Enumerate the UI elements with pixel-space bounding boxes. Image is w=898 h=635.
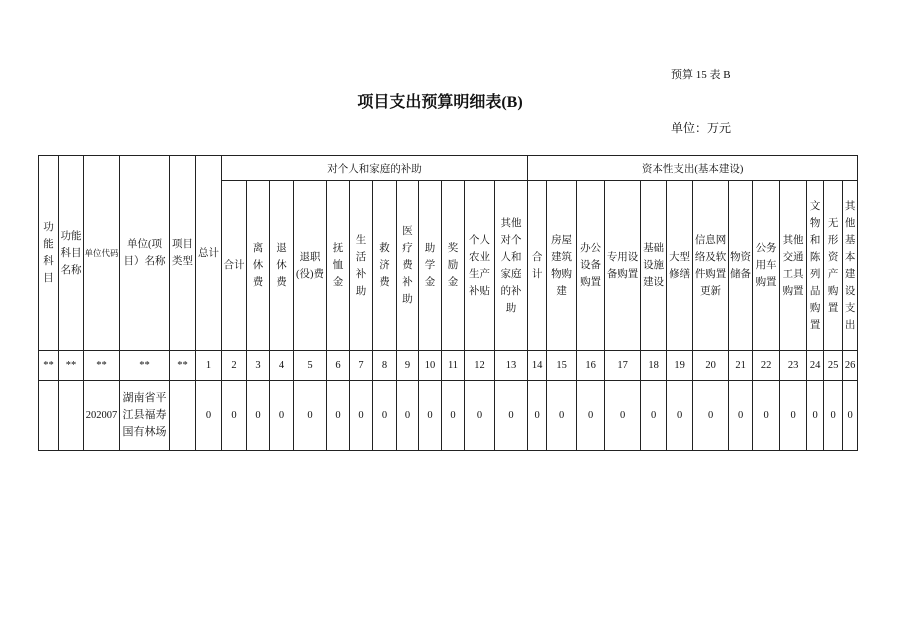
unit-label: 单位：万元: [671, 121, 732, 135]
column-header-office-equipment-label: 办公设备购置: [580, 243, 602, 288]
column-index-cell: 4: [270, 351, 294, 381]
column-header-medical-subsidy: [397, 181, 419, 351]
column-header-living-allowance-label: 生活补助: [355, 234, 367, 297]
column-header-it-network-software: [693, 181, 729, 351]
column-header-official-vehicle-label: 公务用车购置: [755, 243, 777, 288]
table-cell: 0: [373, 381, 397, 451]
column-index-cell: **: [59, 351, 84, 381]
column-header-retirement-fee: [270, 181, 294, 351]
column-index-cell: 5: [294, 351, 327, 381]
group-header-capital-expenditure: 资本性支出(基本建设): [528, 156, 858, 181]
column-index-cell: 10: [419, 351, 442, 381]
column-index-cell: 16: [577, 351, 605, 381]
column-header-other-personal-subsidy: [495, 181, 528, 351]
table-cell: 0: [807, 381, 824, 451]
column-index-cell: **: [120, 351, 170, 381]
column-header-function-code-label: 功能科目: [43, 222, 54, 284]
column-header-intangible-assets: [824, 181, 843, 351]
column-header-farm-subsidy-label: 个人农业生产补贴: [469, 234, 490, 297]
column-index-cell: **: [39, 351, 59, 381]
column-header-unit-code: [84, 156, 120, 351]
column-index-cell: 3: [247, 351, 270, 381]
column-header-unit-name-label: 单位(项目）名称: [123, 239, 166, 267]
column-index-cell: 22: [753, 351, 780, 381]
column-index-cell: **: [84, 351, 120, 381]
table-cell: 0: [294, 381, 327, 451]
column-index-cell: 15: [547, 351, 577, 381]
column-index-cell: 26: [843, 351, 858, 381]
column-index-cell: 19: [667, 351, 693, 381]
project-type-cell: [170, 381, 196, 451]
column-header-it-network-software-label: 信息网络及软件购置更新: [694, 234, 727, 297]
table-cell: 0: [442, 381, 465, 451]
column-header-personal-subtotal: [222, 181, 247, 351]
table-cell: 0: [824, 381, 843, 451]
table-cell: 0: [465, 381, 495, 451]
column-header-retired-cadre-fee: [247, 181, 270, 351]
table-cell: 0: [350, 381, 373, 451]
column-header-medical-subsidy-label: 医疗费补助: [402, 226, 413, 305]
column-header-building-construction: [547, 181, 577, 351]
column-header-unit-name: [120, 156, 170, 351]
column-header-cultural-relics: [807, 181, 824, 351]
column-header-student-aid-label: 助学金: [424, 243, 436, 288]
column-header-infrastructure-label: 基础设施建设: [643, 243, 665, 288]
group-header-personal-subsidy: 对个人和家庭的补助: [222, 156, 528, 181]
column-header-resignation-fee-label: 退职(役)费: [296, 251, 324, 280]
column-header-retirement-fee-label: 退休费: [276, 243, 287, 288]
column-header-intangible-assets-label: 无形资产购置: [827, 217, 839, 314]
column-index-cell: 2: [222, 351, 247, 381]
column-header-project-type-label: 项目类型: [172, 239, 193, 267]
column-header-personal-subtotal-label: 合计: [223, 260, 245, 271]
header-row-groups: [39, 156, 858, 181]
table-cell: 0: [495, 381, 528, 451]
column-index-cell: 18: [641, 351, 667, 381]
page-title: 项目支出预算明细表(B): [357, 94, 523, 111]
column-header-project-type: [170, 156, 196, 351]
table-cell: 0: [577, 381, 605, 451]
column-header-farm-subsidy: [465, 181, 495, 351]
column-header-retired-cadre-fee-label: 离休费: [252, 243, 264, 288]
column-header-cultural-relics-label: 文物和陈列品购置: [809, 200, 821, 331]
column-header-other-personal-subsidy-label: 其他对个人和家庭的补助: [500, 217, 522, 314]
table-cell: 0: [327, 381, 350, 451]
column-index-cell: 25: [824, 351, 843, 381]
column-header-grand-total-label: 总计: [198, 247, 219, 259]
column-index-cell: 11: [442, 351, 465, 381]
table-row: [39, 381, 858, 451]
column-header-capital-subtotal: [528, 181, 547, 351]
column-index-cell: 13: [495, 351, 528, 381]
table-cell: 0: [528, 381, 547, 451]
column-header-special-equipment-label: 专用设备购置: [606, 251, 639, 280]
column-header-infrastructure: [641, 181, 667, 351]
unit-code-cell: 202007: [84, 381, 120, 451]
column-index-cell: 1: [196, 351, 222, 381]
table-cell: 0: [419, 381, 442, 451]
column-header-official-vehicle: [753, 181, 780, 351]
column-header-other-transport: [780, 181, 807, 351]
table-cell: 0: [693, 381, 729, 451]
column-header-grand-total: [196, 156, 222, 351]
column-index-cell: 6: [327, 351, 350, 381]
column-header-function-code: [39, 156, 59, 351]
column-header-student-aid: [419, 181, 442, 351]
column-header-living-allowance: [350, 181, 373, 351]
form-number: 预算 15 表 B: [671, 69, 731, 81]
column-index-cell: 7: [350, 351, 373, 381]
budget-table: [38, 155, 858, 451]
table-cell: 0: [222, 381, 247, 451]
column-index-cell: 24: [807, 351, 824, 381]
column-header-other-capital-construction: [843, 181, 858, 351]
column-index-cell: 23: [780, 351, 807, 381]
column-header-function-name-label: 功能科目名称: [60, 230, 82, 276]
table-cell: 0: [729, 381, 753, 451]
table-cell: 0: [547, 381, 577, 451]
column-index-cell: 17: [605, 351, 641, 381]
column-index-row: [39, 351, 858, 381]
column-index-cell: 9: [397, 351, 419, 381]
table-cell: 0: [270, 381, 294, 451]
table-cell: 0: [247, 381, 270, 451]
column-header-resignation-fee: [294, 181, 327, 351]
column-index-cell: 12: [465, 351, 495, 381]
column-header-other-transport-label: 其他交通工具购置: [782, 234, 804, 297]
table-cell: 0: [843, 381, 858, 451]
column-header-pension: [327, 181, 350, 351]
table-cell: 0: [753, 381, 780, 451]
column-header-pension-label: 抚恤金: [332, 243, 344, 288]
function-name-cell: [59, 381, 84, 451]
column-header-unit-code-label: 单位代码: [84, 247, 119, 258]
column-header-reward: [442, 181, 465, 351]
column-header-major-repairs: [667, 181, 693, 351]
table-cell: 0: [641, 381, 667, 451]
column-header-function-name: [59, 156, 84, 351]
column-index-cell: **: [170, 351, 196, 381]
column-header-relief-fund-label: 救济费: [379, 243, 390, 288]
column-header-relief-fund: [373, 181, 397, 351]
column-index-cell: 8: [373, 351, 397, 381]
column-header-other-capital-construction-label: 其他基本建设支出: [844, 200, 856, 331]
column-index-cell: 20: [693, 351, 729, 381]
function-code-cell: [39, 381, 59, 451]
column-header-building-construction-label: 房屋建筑物购建: [551, 234, 573, 297]
column-index-cell: 21: [729, 351, 753, 381]
column-index-cell: 14: [528, 351, 547, 381]
column-header-reward-label: 奖励金: [447, 243, 459, 288]
column-header-special-equipment: [605, 181, 641, 351]
table-cell: 0: [397, 381, 419, 451]
column-header-material-reserve: [729, 181, 753, 351]
column-header-office-equipment: [577, 181, 605, 351]
table-cell: 0: [780, 381, 807, 451]
unit-name-cell: 湖南省平江县福寿国有林场: [120, 381, 170, 451]
column-header-material-reserve-label: 物资储备: [730, 251, 752, 280]
column-header-capital-subtotal-label: 合计: [531, 251, 543, 280]
grand-total-cell: 0: [196, 381, 222, 451]
column-header-major-repairs-label: 大型修缮: [669, 251, 691, 280]
table-cell: 0: [667, 381, 693, 451]
table-cell: 0: [605, 381, 641, 451]
